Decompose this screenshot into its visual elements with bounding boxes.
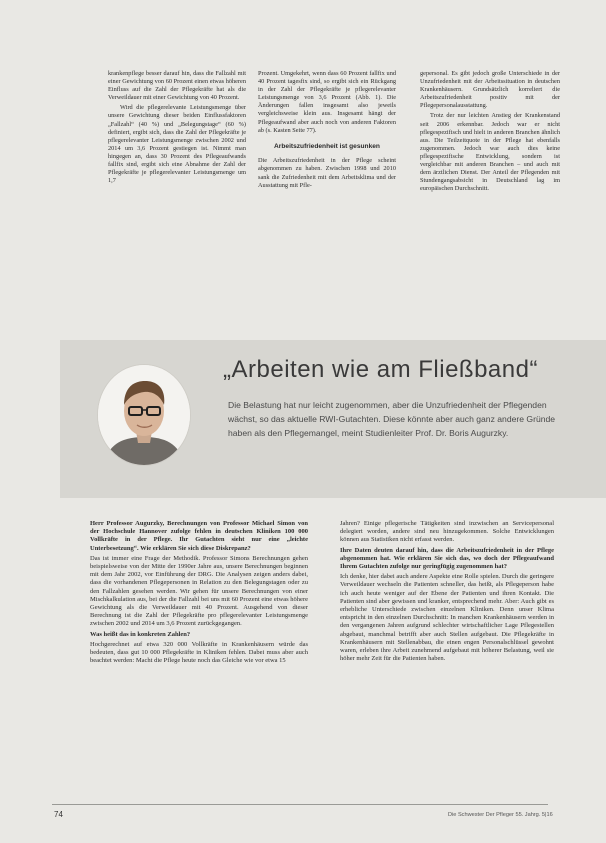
page-footer [0, 804, 606, 834]
interview-question: Was heißt das in konkreten Zahlen? [90, 630, 191, 638]
portrait-photo [98, 365, 190, 465]
interview-answer: Jahren? Einige pflegerische Tätigkeiten sind inzwischen an Servicepersonal delegiert worden, andere sind neu hinzugekommen. Solche Entwicklungen können aus Statistiken nicht erfasst werden. [340, 520, 554, 544]
interview-question: Ihre Daten deuten darauf hin, dass die Arbeitszufriedenheit in der Pflege abgenommen hat. Wie erklären Sie sich das, wo doch der Pflegeaufwand Ihrem Gutachten zufolge nur geringfügig zugenommen hat? [340, 546, 554, 571]
paragraph: Die Arbeitszufriedenheit in der Pflege scheint abgenommen zu haben. Zwischen 1998 und 2010 sank die Zufriedenheit mit dem Arbeitsklima und der Ausstattung mit Pfle- [258, 157, 396, 189]
section-heading: Arbeitszufriedenheit ist gesunken [274, 142, 380, 150]
interview-column-right [340, 520, 554, 665]
interview-question: Herr Professor Augurzky, Berechnungen von Professor Michael Simon von der Hochschule Hannover zufolge fehlen in deutschen Kliniken 100 000 Vollkräfte in der Pflege. Ihr Gutachten sieht nur eine „leichte Unterbesetzung“. Wie erklären Sie sich diese Diskrepanz? [90, 520, 308, 552]
paragraph: gepersonal. Es gibt jedoch große Unterschiede in der Unzufriedenheit mit der Arbeitssituation in deutschen Krankenhäusern. Grundsätzlich korreliert die Arbeitszufriedenheit positiv mit der Pflegepersonalausstattung. [420, 70, 560, 110]
paragraph: Trotz der nur leichten Anstieg der Krankenstand seit 2006 erkennbar. Jedoch war er nicht pflegespezifisch und hielt in anderen Branchen ähnlich aus. Die Teilzeitquote in der Pflege hat ebenfalls zugenommen. Jedoch war auch dies keine pflegespezifische Entwicklung, sondern ist vergleichbar mit anderen Branchen – und auch mit dem ärztlichen Dienst. Der Anteil der Pflegenden mit Stundengangsabsicht in Deutschland lag im europäischen Durchschnitt. [420, 112, 560, 193]
paragraph: Prozent. Umgekehrt, wenn dass 60 Prozent fallfix und 40 Prozent tagesfix sind, so ergibt sich ein Rückgang in der Zahl der Pflegekräfte je pflegerelevanter Leistungsmenge von 3,6 Prozent (Abb. 1). Die Änderungen fallen insgesamt also jeweils vergleichsweise klein aus. Insgesamt hängt der Pflegeaufwand aber auch noch von anderen Faktoren ab (s. Kasten Seite 77). [258, 70, 396, 134]
person-portrait-icon [98, 365, 190, 465]
interview-answer: Hochgerechnet auf etwa 320 000 Vollkräfte in Krankenhäusern würde das bedeuten, dass gut 10 000 Pflegekräfte in Kliniken fehlen. Dabei muss aber auch beachtet werden: Macht die Pflege heute noch das Gleiche wie vor etwa 15 [90, 640, 308, 665]
page-number: 74 [54, 810, 63, 819]
footer-divider [52, 804, 548, 805]
paragraph: krankenpflege besser darauf hin, dass die Fallzahl mit einer Gewichtung von 60 Prozent einen etwas höheren Einfluss auf die Zahl der Pflegekräfte hat als die Verweildauer mit einer Gewichtung von 40 Prozent. [108, 70, 246, 102]
interview-answer: Ich denke, hier dabei auch andere Aspekte eine Rolle spielen. Durch die geringere Verweildauer wechseln die Patienten schneller, das heißt, als Pflegeperson habe ich auch heute weniger auf der Ebene der Patienten und ihren Kontakt. Die Patienten sind aber gewissen und kranker, entsprechend mehr. Aber: Auch gibt es erhebliche Unterschiede zwischen einzelnen Kliniken. Denn unser Klima entspricht in den einzelnen Durchschnitt: In manchen Krankenhäusern werden in den vergangenen Jahren aufgrund schlechter wirtschaftlicher Lage Pflegestellen abgebaut, manchmal betrifft aber auch Stellen aufgebaut. Die Pflegekräfte in Krankenhäusern mit Stellenabbau, die einen engen Personalschlüssel gewohnt waren, erleben ihre Arbeit zunehmend aufgebaut mit höherer Belastung, weil sie höher mehr Zeit für die Patienten haben. [340, 573, 554, 663]
interview-answer: Das ist immer eine Frage der Methodik. Professor Simons Berechnungen gehen beispielsweise von der Mitte der 1990er Jahre aus, unsere Berechnungen beginnen mit dem Jahr 2002, vor Einführung der DRG. Die Analysen zeigen anders dabei, dass die vorhandenen Pflegepersonen in Relation zu den Belegungstagen oder zu den Fallzahlen gesehen werden. Wir gehen für unsere Berechnungen von einer Mischkalkulation aus, bei der die Fallzahl bei uns mit 60 Prozent eine etwas höhere Gewichtung als die Verweildauer mit 40 Prozent. Ausgehend von dieser Berechnung ist die Zahl der Pflegekräfte pro pflegerelevanter Leistungsmenge zwischen 2002 und 2014 um 3,6 Prozent zurückgegangen. [90, 554, 308, 628]
top-column-3 [420, 70, 560, 195]
publication-info: Die Schwester Der Pfleger 55. Jahrg. 5|16 [448, 812, 553, 818]
paragraph: Wird die pflegerelevante Leistungsmenge über unsere Gewichtung dieser beiden Einflussfaktoren „Fallzahl“ (40 %) und „Belegungstage“ (60 %) definiert, ergibt sich, dass die Zahl der Pflegekräfte je pflegerelevanter Leistungsmenge zwischen 2002 und 2014 um 3,6 Prozent gestiegen ist. Nimmt man hingegen an, dass 30 Prozent des Pflegeaufwands fallfix sind, ergibt sich eine Abnahme der Zahl der Pflegekräfte je pflegerelevanter Leistungsmenge um 1,7 [108, 104, 246, 185]
top-column-2 [258, 70, 396, 192]
interview-column-left [90, 520, 308, 667]
feature-headline: „Arbeiten wie am Fließband“ [223, 356, 538, 383]
feature-lead: Die Belastung hat nur leicht zugenommen, aber die Unzufriedenheit der Pflegenden wächst, so das aktuelle RWI-Gutachten. Diese könnte aber auch ganz andere Gründe haben als den Pflegemangel, meint Studienleiter Prof. Dr. Boris Augurzky. [228, 400, 556, 438]
top-column-1 [96, 70, 246, 187]
